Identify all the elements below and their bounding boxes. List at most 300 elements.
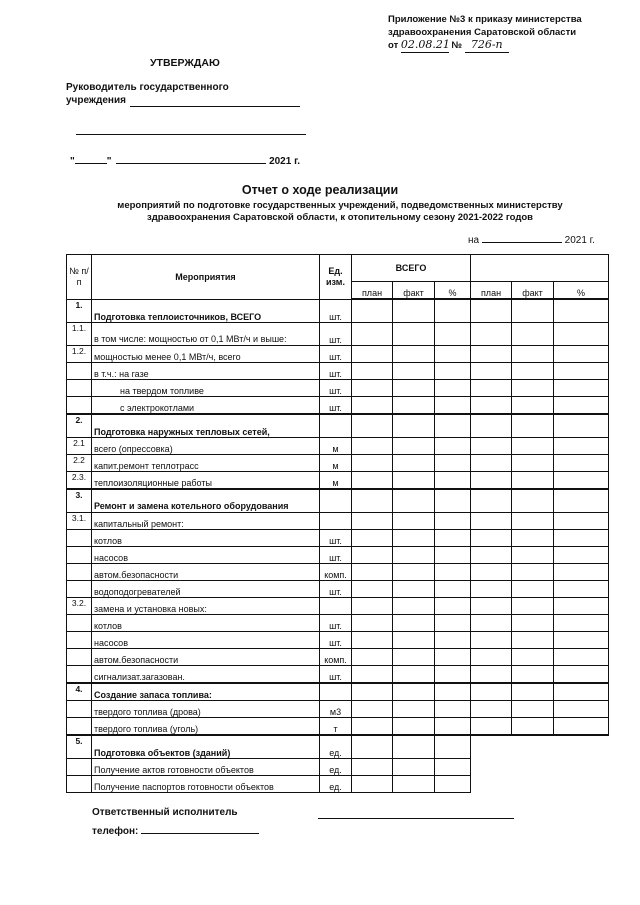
value-cell[interactable] [352, 580, 393, 597]
row-unit: шт. [320, 299, 352, 322]
value-cell[interactable] [512, 665, 554, 683]
value-cell[interactable] [554, 379, 609, 396]
day-blank[interactable] [75, 163, 107, 164]
table-row [67, 580, 609, 597]
header-fact-2: факт [512, 282, 554, 300]
table-row [67, 437, 609, 454]
value-cell[interactable] [393, 396, 435, 414]
table-row [67, 489, 609, 513]
value-cell[interactable] [512, 512, 554, 529]
header-pct-2: % [554, 282, 609, 300]
appendix-note [388, 14, 628, 53]
row-event: водоподогревателей [92, 580, 320, 597]
value-cell[interactable] [554, 683, 609, 701]
table-row [67, 683, 609, 701]
approve-heading: УТВЕРЖДАЮ [150, 57, 220, 69]
institution-blank[interactable] [130, 106, 300, 107]
value-cell[interactable] [352, 758, 393, 775]
value-cell[interactable] [352, 665, 393, 683]
value-cell[interactable] [512, 322, 554, 345]
row-unit: м3 [320, 700, 352, 717]
value-cell[interactable] [393, 614, 435, 631]
row-unit: ед. [320, 735, 352, 759]
value-cell[interactable] [471, 379, 512, 396]
value-cell[interactable] [435, 512, 471, 529]
row-unit: шт. [320, 322, 352, 345]
value-cell[interactable] [352, 614, 393, 631]
row-unit: шт. [320, 379, 352, 396]
head-title-line1: Руководитель государственного [66, 82, 229, 93]
row-number: 2.1 [67, 437, 92, 454]
table-row [67, 529, 609, 546]
value-cell[interactable] [435, 563, 471, 580]
value-cell[interactable] [512, 546, 554, 563]
table-row [67, 414, 609, 438]
value-cell[interactable] [352, 775, 393, 792]
value-cell[interactable] [393, 379, 435, 396]
value-cell[interactable] [435, 471, 471, 489]
value-cell[interactable] [435, 322, 471, 345]
value-cell[interactable] [435, 396, 471, 414]
value-cell[interactable] [352, 299, 393, 322]
value-cell[interactable] [471, 345, 512, 362]
value-cell[interactable] [512, 580, 554, 597]
value-cell[interactable] [471, 546, 512, 563]
value-cell[interactable] [471, 597, 512, 614]
row-unit: шт. [320, 546, 352, 563]
table-row [67, 597, 609, 614]
value-cell[interactable] [352, 700, 393, 717]
value-cell[interactable] [435, 648, 471, 665]
value-cell[interactable] [554, 597, 609, 614]
value-cell[interactable] [471, 614, 512, 631]
value-cell[interactable] [435, 717, 471, 735]
table-row [67, 758, 609, 775]
value-cell [471, 775, 512, 792]
value-cell[interactable] [393, 512, 435, 529]
value-cell [512, 758, 554, 775]
table-row [67, 345, 609, 362]
value-cell[interactable] [393, 563, 435, 580]
value-cell[interactable] [393, 345, 435, 362]
value-cell[interactable] [435, 597, 471, 614]
value-cell[interactable] [435, 489, 471, 513]
value-cell[interactable] [393, 529, 435, 546]
row-event: котлов [92, 614, 320, 631]
value-cell[interactable] [554, 648, 609, 665]
approval-year: 2021 г. [269, 156, 301, 167]
row-event: в т.ч.: на газе [92, 362, 320, 379]
value-cell[interactable] [393, 597, 435, 614]
row-number: 5. [67, 735, 92, 759]
value-cell[interactable] [435, 362, 471, 379]
row-unit: шт. [320, 396, 352, 414]
value-cell[interactable] [435, 683, 471, 701]
value-cell[interactable] [435, 345, 471, 362]
value-cell[interactable] [352, 563, 393, 580]
value-cell[interactable] [435, 700, 471, 717]
value-cell[interactable] [554, 299, 609, 322]
row-unit: шт. [320, 580, 352, 597]
row-unit: ед. [320, 758, 352, 775]
row-event: автом.безопасности [92, 648, 320, 665]
table-row [67, 717, 609, 735]
responsible-blank[interactable] [318, 818, 514, 819]
header-plan: план [352, 282, 393, 300]
value-cell[interactable] [512, 345, 554, 362]
value-cell[interactable] [471, 299, 512, 322]
row-unit: т [320, 717, 352, 735]
value-cell[interactable] [393, 546, 435, 563]
value-cell[interactable] [554, 563, 609, 580]
value-cell[interactable] [393, 322, 435, 345]
value-cell[interactable] [471, 362, 512, 379]
value-cell[interactable] [393, 700, 435, 717]
value-cell[interactable] [352, 322, 393, 345]
row-event: мощностью менее 0,1 МВт/ч, всего [92, 345, 320, 362]
row-event: Подготовка наружных тепловых сетей, [92, 414, 320, 438]
order-date-handwritten: 02.08.21 [400, 38, 450, 51]
value-cell[interactable] [512, 563, 554, 580]
value-cell[interactable] [435, 414, 471, 438]
value-cell[interactable] [471, 717, 512, 735]
row-unit [320, 597, 352, 614]
value-cell [554, 775, 609, 792]
row-event: с электрокотлами [92, 396, 320, 414]
row-number [67, 648, 92, 665]
table-row [67, 396, 609, 414]
value-cell[interactable] [512, 362, 554, 379]
table-row [67, 512, 609, 529]
row-unit: м [320, 454, 352, 471]
from-label: от [388, 40, 399, 51]
table-row [67, 735, 609, 759]
value-cell[interactable] [512, 379, 554, 396]
row-number: 1. [67, 299, 92, 322]
value-cell[interactable] [471, 648, 512, 665]
value-cell[interactable] [471, 512, 512, 529]
table-row [67, 563, 609, 580]
value-cell[interactable] [471, 489, 512, 513]
head-title-line2: учреждения [66, 95, 126, 106]
value-cell[interactable] [471, 563, 512, 580]
value-cell[interactable] [554, 414, 609, 438]
row-number [67, 758, 92, 775]
value-cell[interactable] [554, 471, 609, 489]
value-cell [512, 735, 554, 759]
row-event: капит.ремонт теплотрасс [92, 454, 320, 471]
value-cell[interactable] [393, 437, 435, 454]
row-number: 1.2. [67, 345, 92, 362]
value-cell [471, 735, 512, 759]
table-row [67, 700, 609, 717]
value-cell [512, 775, 554, 792]
value-cell[interactable] [393, 299, 435, 322]
value-cell[interactable] [393, 775, 435, 792]
value-cell[interactable] [393, 454, 435, 471]
row-event: котлов [92, 529, 320, 546]
value-cell[interactable] [352, 471, 393, 489]
header-fact: факт [393, 282, 435, 300]
table-row [67, 775, 609, 792]
row-event: на твердом топливе [92, 379, 320, 396]
table-row [67, 648, 609, 665]
value-cell[interactable] [554, 614, 609, 631]
value-cell[interactable] [393, 683, 435, 701]
value-cell[interactable] [435, 437, 471, 454]
value-cell[interactable] [435, 735, 471, 759]
value-cell[interactable] [512, 717, 554, 735]
value-cell[interactable] [554, 546, 609, 563]
value-cell[interactable] [471, 580, 512, 597]
header-total: ВСЕГО [352, 255, 471, 282]
row-unit: шт. [320, 631, 352, 648]
number-label: № [451, 40, 463, 51]
value-cell[interactable] [471, 683, 512, 701]
row-number [67, 614, 92, 631]
table-row [67, 299, 609, 322]
value-cell[interactable] [554, 396, 609, 414]
row-event: твердого топлива (уголь) [92, 717, 320, 735]
value-cell[interactable] [471, 414, 512, 438]
value-cell[interactable] [393, 631, 435, 648]
value-cell[interactable] [554, 665, 609, 683]
row-number [67, 379, 92, 396]
value-cell [554, 735, 609, 759]
row-number [67, 396, 92, 414]
appendix-line-1: Приложение №3 к приказу министерства [388, 14, 582, 25]
value-cell[interactable] [512, 700, 554, 717]
value-cell[interactable] [435, 775, 471, 792]
value-cell[interactable] [352, 414, 393, 438]
value-cell[interactable] [352, 631, 393, 648]
table-row [67, 614, 609, 631]
as-of-blank[interactable] [482, 242, 562, 243]
as-of-date: на 2021 г. [468, 235, 595, 246]
row-unit: м [320, 471, 352, 489]
month-blank[interactable] [116, 163, 266, 164]
header-num: № п/п [67, 255, 92, 300]
row-number [67, 580, 92, 597]
appendix-line-2: здравоохранения Саратовской области [388, 26, 577, 38]
signature-blank[interactable] [76, 134, 306, 135]
value-cell[interactable] [512, 414, 554, 438]
value-cell[interactable] [554, 489, 609, 513]
value-cell[interactable] [554, 322, 609, 345]
report-table [66, 254, 609, 793]
row-event: Получение паспортов готовности объектов [92, 775, 320, 792]
row-event: Подготовка теплоисточников, ВСЕГО [92, 299, 320, 322]
value-cell[interactable] [554, 345, 609, 362]
value-cell[interactable] [435, 546, 471, 563]
value-cell[interactable] [512, 437, 554, 454]
row-unit: шт. [320, 345, 352, 362]
row-event: Ремонт и замена котельного оборудования [92, 489, 320, 513]
table-row [67, 379, 609, 396]
row-number: 3.1. [67, 512, 92, 529]
row-event: теплоизоляционные работы [92, 471, 320, 489]
value-cell[interactable] [352, 648, 393, 665]
row-number [67, 563, 92, 580]
row-number: 1.1. [67, 322, 92, 345]
value-cell[interactable] [352, 345, 393, 362]
value-cell[interactable] [352, 489, 393, 513]
header-unit: Ед. изм. [320, 255, 352, 300]
row-unit: шт. [320, 362, 352, 379]
row-unit: шт. [320, 614, 352, 631]
row-unit: шт. [320, 665, 352, 683]
value-cell[interactable] [435, 580, 471, 597]
row-unit: комп. [320, 648, 352, 665]
row-number [67, 546, 92, 563]
value-cell[interactable] [393, 648, 435, 665]
row-number [67, 775, 92, 792]
row-event: капитальный ремонт: [92, 512, 320, 529]
table-row [67, 471, 609, 489]
value-cell[interactable] [512, 396, 554, 414]
value-cell[interactable] [435, 454, 471, 471]
value-cell[interactable] [471, 454, 512, 471]
value-cell[interactable] [554, 700, 609, 717]
row-number: 3.2. [67, 597, 92, 614]
value-cell[interactable] [554, 437, 609, 454]
value-cell[interactable] [393, 758, 435, 775]
value-cell[interactable] [512, 529, 554, 546]
row-event: сигнализат.загазован. [92, 665, 320, 683]
table-row [67, 322, 609, 345]
table-row [67, 631, 609, 648]
row-unit: шт. [320, 529, 352, 546]
value-cell[interactable] [554, 529, 609, 546]
table-row [67, 546, 609, 563]
value-cell[interactable] [512, 299, 554, 322]
value-cell[interactable] [352, 597, 393, 614]
value-cell[interactable] [352, 735, 393, 759]
value-cell[interactable] [554, 717, 609, 735]
row-number: 2.3. [67, 471, 92, 489]
value-cell[interactable] [352, 717, 393, 735]
row-event: твердого топлива (дрова) [92, 700, 320, 717]
value-cell [471, 758, 512, 775]
value-cell[interactable] [512, 614, 554, 631]
value-cell[interactable] [352, 437, 393, 454]
value-cell[interactable] [435, 614, 471, 631]
row-number [67, 665, 92, 683]
value-cell[interactable] [512, 454, 554, 471]
value-cell[interactable] [393, 717, 435, 735]
value-cell[interactable] [393, 665, 435, 683]
table-row [67, 454, 609, 471]
row-unit [320, 512, 352, 529]
value-cell[interactable] [435, 379, 471, 396]
row-event: Создание запаса топлива: [92, 683, 320, 701]
value-cell[interactable] [435, 631, 471, 648]
value-cell[interactable] [352, 396, 393, 414]
report-subtitle: мероприятий по подготовке государственных учреждений, подведомственных министерству здравоохранения Саратовской области, к отопительному сезону 2021-2022 годов [117, 200, 563, 223]
header-event: Мероприятия [92, 255, 320, 300]
value-cell[interactable] [352, 379, 393, 396]
table-row [67, 362, 609, 379]
value-cell[interactable] [512, 471, 554, 489]
value-cell[interactable] [435, 758, 471, 775]
value-cell[interactable] [393, 489, 435, 513]
value-cell[interactable] [352, 454, 393, 471]
value-cell[interactable] [352, 683, 393, 701]
value-cell [554, 758, 609, 775]
value-cell[interactable] [512, 683, 554, 701]
value-cell[interactable] [352, 512, 393, 529]
order-number-handwritten: 726-п [465, 39, 509, 53]
value-cell[interactable] [471, 700, 512, 717]
row-unit: ед. [320, 775, 352, 792]
value-cell[interactable] [435, 529, 471, 546]
value-cell[interactable] [554, 631, 609, 648]
value-cell[interactable] [512, 489, 554, 513]
responsible-label: Ответственный исполнитель [92, 807, 238, 818]
row-event: насосов [92, 631, 320, 648]
value-cell[interactable] [554, 454, 609, 471]
row-unit [320, 414, 352, 438]
report-title: Отчет о ходе реализации [241, 183, 399, 197]
row-number [67, 631, 92, 648]
value-cell[interactable] [393, 414, 435, 438]
approval-date-line: " " 2021 г. [70, 156, 301, 167]
value-cell[interactable] [471, 665, 512, 683]
row-number [67, 700, 92, 717]
value-cell[interactable] [393, 471, 435, 489]
value-cell[interactable] [471, 322, 512, 345]
row-event: насосов [92, 546, 320, 563]
phone-blank[interactable] [141, 833, 259, 834]
value-cell[interactable] [435, 665, 471, 683]
value-cell[interactable] [393, 735, 435, 759]
value-cell[interactable] [393, 362, 435, 379]
value-cell[interactable] [554, 362, 609, 379]
header-pct: % [435, 282, 471, 300]
value-cell[interactable] [554, 580, 609, 597]
table-row [67, 665, 609, 683]
value-cell[interactable] [435, 299, 471, 322]
value-cell[interactable] [512, 631, 554, 648]
row-number: 3. [67, 489, 92, 513]
row-event: Получение актов готовности объектов [92, 758, 320, 775]
value-cell[interactable] [471, 529, 512, 546]
row-unit: м [320, 437, 352, 454]
row-number [67, 362, 92, 379]
value-cell[interactable] [512, 597, 554, 614]
row-unit [320, 683, 352, 701]
value-cell[interactable] [471, 631, 512, 648]
value-cell[interactable] [554, 512, 609, 529]
value-cell[interactable] [352, 529, 393, 546]
row-unit [320, 489, 352, 513]
header-plan-2: план [471, 282, 512, 300]
value-cell[interactable] [512, 648, 554, 665]
header-extra [471, 255, 609, 282]
row-number: 2.2 [67, 454, 92, 471]
value-cell[interactable] [471, 396, 512, 414]
value-cell[interactable] [471, 437, 512, 454]
value-cell[interactable] [352, 546, 393, 563]
row-event: автом.безопасности [92, 563, 320, 580]
row-number: 2. [67, 414, 92, 438]
phone-label: телефон: [92, 826, 259, 837]
value-cell[interactable] [352, 362, 393, 379]
value-cell[interactable] [393, 580, 435, 597]
value-cell[interactable] [471, 471, 512, 489]
row-event: всего (опрессовка) [92, 437, 320, 454]
row-event: в том числе: мощностью от 0,1 МВт/ч и выше: [92, 322, 320, 345]
